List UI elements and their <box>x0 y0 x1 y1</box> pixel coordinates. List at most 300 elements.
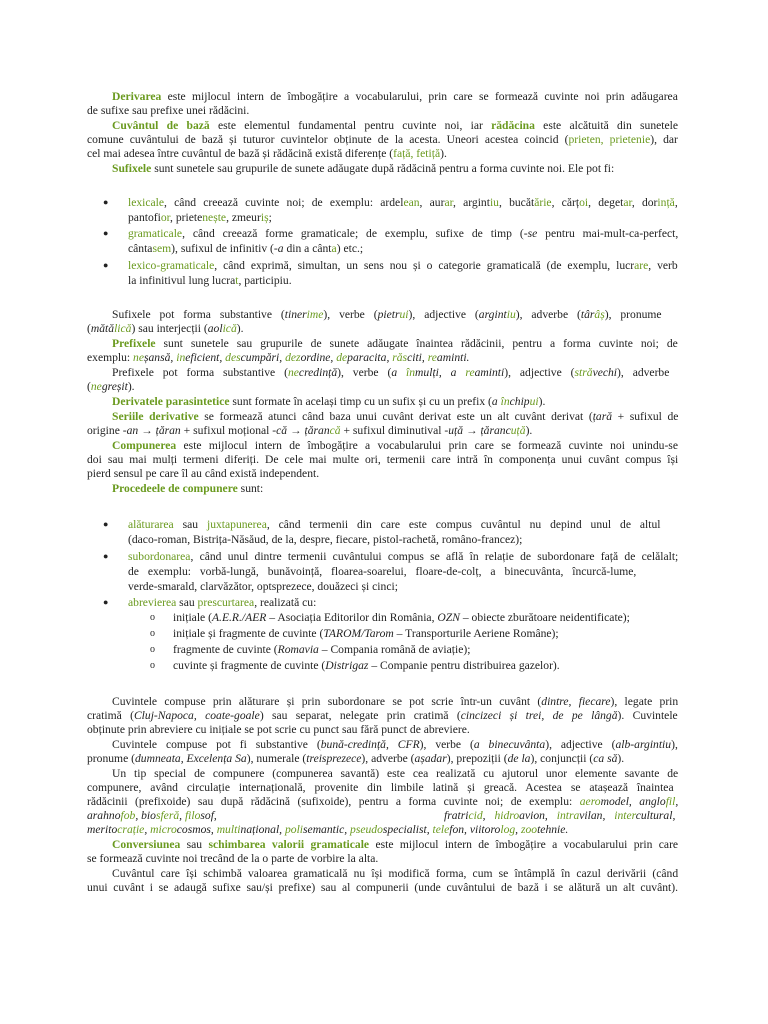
text-line <box>173 643 470 656</box>
text-line <box>128 242 363 255</box>
text-run: ), prepoziții ( <box>446 752 508 765</box>
text-run: ). <box>127 380 135 393</box>
text-line <box>87 795 678 808</box>
text-line <box>87 709 678 722</box>
text-run: cratimă ( <box>87 709 134 722</box>
text-run: , bio <box>135 809 156 822</box>
text-run: bună-credință, CFR <box>320 738 420 751</box>
highlighted-term: Prefixele <box>112 337 156 350</box>
text-run: + sufixul diminutival <box>340 424 445 437</box>
text-run: , priete <box>170 211 203 224</box>
text-run: cosmos, <box>176 823 217 836</box>
text-run: de la <box>507 752 531 765</box>
highlighted-term: âș <box>594 308 605 321</box>
text-run: ; <box>268 211 272 224</box>
text-line <box>112 439 678 452</box>
text-run: aminti <box>474 366 505 379</box>
text-run: tiner <box>284 308 307 321</box>
text-run: se formează atunci când baza unui cuvânt derivat este un alt cuvânt derivat ( <box>198 410 593 423</box>
text-run: a binecuvânta <box>473 738 546 751</box>
text-line <box>128 211 272 224</box>
highlighted-term: ean <box>403 196 420 209</box>
text-run: de exemplu: vorbă-lungă, bunăvoință, floarea-soarelui, floare-de-colț, a binecuvânta, încurcă-lume, <box>128 565 637 578</box>
text-run: compunere, având circulație internațională, provenite din limbile latină și greacă. Acestea se atașează înaintea <box>87 781 674 794</box>
text-run: paracita, <box>347 351 393 364</box>
text-run: inițiale ( <box>173 611 212 624</box>
text-run: + sufixul de <box>612 410 679 423</box>
text-line <box>112 308 662 321</box>
text-run: fratri <box>444 809 469 822</box>
text-run: fragmente de cuvinte ( <box>173 643 278 656</box>
text-run: dumneata, Excelența Sa <box>134 752 247 765</box>
text-run: , <box>675 795 679 808</box>
highlighted-term: în <box>500 395 510 408</box>
highlighted-term: ne <box>90 380 102 393</box>
text-run: , participiu. <box>238 274 292 287</box>
text-run: Distrigaz <box>325 659 369 672</box>
text-run: țăran <box>155 424 181 437</box>
text-run: Prefixele pot forma substantive ( <box>112 366 288 379</box>
highlighted-term: intra <box>556 809 580 822</box>
bullet-circle-icon: o <box>150 612 155 623</box>
highlighted-term: de <box>336 351 348 364</box>
text-run: ). <box>525 424 533 437</box>
bullet-dot-icon: ● <box>103 519 109 529</box>
highlighted-term: Sufixele <box>112 162 152 175</box>
highlighted-term: inter <box>614 809 636 822</box>
highlighted-term: lexicale <box>128 196 165 209</box>
text-run: cumpări, <box>240 351 286 364</box>
bullet-circle-icon: o <box>150 628 155 639</box>
text-run: , argint <box>453 196 490 209</box>
text-run: ), numerale ( <box>246 752 307 765</box>
text-line <box>87 322 244 335</box>
text-run: rădăcinii (prefixoide) sau după rădăcină (sufixoide), pentru a forma cuvinte noi; de exemplu: <box>87 795 580 808</box>
text-run: unui cuvânt i se adaugă sufixe sau/și prefixe) sau al compunerii (unde cuvântului de bază i se alătură un alt cuvânt). <box>87 881 679 894</box>
highlighted-term: alăturarea <box>128 518 174 531</box>
text-run: pietr <box>377 308 400 321</box>
bullet-dot-icon: ● <box>103 228 109 238</box>
text-run: obținute prin abreviere cu inițiale se pot scrie cu punct sau fără punct de abreviere. <box>87 723 470 736</box>
highlighted-term: ărie <box>534 196 552 209</box>
text-run: , dor <box>631 196 658 209</box>
text-run: , când termenii din care este compus cuvântul nu depind unul de altul <box>266 518 661 531</box>
text-line <box>87 781 674 794</box>
text-run: sunt sunetele sau grupurile de sunete adăugate înaintea rădăcinii, pentru a forma cuvinte noi; de <box>155 337 678 350</box>
text-run: ordine, <box>300 351 337 364</box>
text-run: ), adjective ( <box>408 308 479 321</box>
text-line <box>87 104 249 117</box>
text-line <box>128 596 316 609</box>
text-run: – Asociația Editorilor din România, <box>266 611 438 624</box>
bullet-circle-icon: o <box>150 644 155 655</box>
text-run: șansă, <box>144 351 177 364</box>
highlighted-term: ne <box>133 351 144 364</box>
text-run: ( <box>87 380 91 393</box>
highlighted-term: sferă <box>155 809 180 822</box>
text-line <box>87 133 678 146</box>
text-run: Cluj-Napoca, coate-goale <box>133 709 260 722</box>
text-run: ), pronume <box>604 308 662 321</box>
highlighted-term: re <box>465 366 475 379</box>
text-run: sunt: <box>237 482 264 495</box>
highlighted-term: ică <box>222 322 237 335</box>
highlighted-term: uță <box>510 424 526 437</box>
highlighted-term: pseudo <box>350 823 383 836</box>
text-line <box>87 380 135 393</box>
text-run: , deget <box>588 196 624 209</box>
text-run: OZN <box>437 611 460 624</box>
highlighted-term: iș <box>260 211 269 224</box>
text-line <box>112 337 678 350</box>
text-run: merito <box>87 823 118 836</box>
text-run: – Transporturile Aeriene Române); <box>393 627 559 640</box>
text-run: verde-smarald, clarvăzător, optsprezece, douăzeci și cinci; <box>128 580 398 593</box>
text-run: chip <box>509 395 530 408</box>
text-run: ( <box>87 322 91 335</box>
text-run: , zmeur <box>226 211 261 224</box>
text-run: mulți, a <box>415 366 466 379</box>
text-run: ) sau interjecții ( <box>131 322 208 335</box>
text-run: + sufixul moțional <box>180 424 273 437</box>
highlighted-term: ar <box>444 196 453 209</box>
text-run: ) sau separat, nelegate prin cratimă ( <box>259 709 461 722</box>
text-run: vechi <box>592 366 618 379</box>
text-run: → <box>138 424 156 437</box>
text-run: din a cânt <box>283 242 332 255</box>
text-run: semantic, <box>303 823 351 836</box>
highlighted-term: fob <box>120 809 136 822</box>
text-run: ), adverbe <box>617 366 670 379</box>
text-run: sunt sunetele sau grupurile de sunete adăugate după rădăcină pentru a forma cuvinte noi. Ele pot fi: <box>151 162 615 175</box>
text-line <box>87 424 532 437</box>
text-run: – Companie pentru distribuirea gazelor). <box>368 659 560 672</box>
text-run: cânta <box>128 242 153 255</box>
highlighted-term: poli <box>284 823 304 836</box>
text-run: Sufixele pot forma substantive ( <box>112 308 285 321</box>
highlighted-term: log <box>500 823 516 836</box>
text-run: ). <box>617 752 625 765</box>
highlighted-term: Compunerea <box>112 439 177 452</box>
highlighted-term: Seriile derivative <box>112 410 199 423</box>
text-run: ). <box>236 322 244 335</box>
text-run: se formează cuvinte noi trecând de la o parte de vorbire la alta. <box>87 852 379 865</box>
text-run: eficient, <box>185 351 226 364</box>
text-run: a <box>491 395 501 408</box>
text-run: , <box>515 823 521 836</box>
text-run: ). <box>538 395 546 408</box>
text-run: argint <box>478 308 507 321</box>
text-run: dintre, fiecare <box>541 695 611 708</box>
highlighted-term: juxtapunerea <box>206 518 267 531</box>
highlighted-term: in <box>176 351 186 364</box>
text-run: , aur <box>419 196 445 209</box>
text-run: , realizată cu: <box>254 596 317 609</box>
text-run: -a <box>273 242 284 255</box>
text-run: ), verbe ( <box>419 738 474 751</box>
text-line <box>444 809 675 822</box>
text-line <box>112 695 678 708</box>
highlighted-term: hidro <box>494 809 520 822</box>
text-run: , când unul dintre termenii cuvântului compus se află în relație de subordonare față de celălalt; <box>190 550 679 563</box>
text-run: este mijlocul intern de îmbogățire a vocabularului prin care se formează cuvinte noi unindu-se <box>176 439 678 452</box>
highlighted-term: fil <box>665 795 676 808</box>
highlighted-term: aero <box>579 795 601 808</box>
text-run: – obiecte zburătoare neidentificate); <box>459 611 630 624</box>
text-run: cuvinte și fragmente de cuvinte ( <box>173 659 326 672</box>
text-run: ) etc.; <box>336 242 364 255</box>
text-run: târ <box>580 308 595 321</box>
highlighted-term: Derivatele parasintetice <box>112 395 230 408</box>
highlighted-term: gramaticale <box>128 227 183 240</box>
highlighted-term: abrevierea <box>128 596 177 609</box>
highlighted-term: are <box>634 259 649 272</box>
highlighted-term: ne <box>287 366 299 379</box>
text-run: , cărț <box>551 196 580 209</box>
text-run: țăran <box>304 424 330 437</box>
text-run: cel mai adesea între cuvântul de bază și rădăcină există diferențe ( <box>87 147 394 160</box>
highlighted-term: iu <box>506 308 516 321</box>
text-line <box>87 852 378 865</box>
text-line <box>87 809 217 822</box>
text-line <box>112 90 678 103</box>
text-line <box>87 881 678 894</box>
text-line <box>112 162 614 175</box>
text-line <box>128 196 678 209</box>
text-run: -an <box>122 424 139 437</box>
text-run: ), adjective ( <box>504 366 575 379</box>
text-line <box>112 366 669 379</box>
text-run: sau <box>180 838 209 851</box>
highlighted-term: schimbarea valorii gramaticale <box>208 838 370 851</box>
highlighted-term: multi <box>216 823 241 836</box>
highlighted-term: t <box>235 274 239 287</box>
text-run: Un tip special de compunere (compunerea savantă) este cea realizată cu ajutorul unor elemente savante de <box>112 767 679 780</box>
text-run: origine <box>87 424 123 437</box>
highlighted-term: răs <box>392 351 408 364</box>
highlighted-term: Conversiunea <box>112 838 181 851</box>
text-run: , <box>674 196 678 209</box>
text-line <box>173 611 630 624</box>
text-run: mătă <box>90 322 115 335</box>
text-run: inițiale și fragmente de cuvinte ( <box>173 627 324 640</box>
highlighted-term: față, fetiță <box>393 147 441 160</box>
text-run: la infinitivul lung lucra <box>128 274 236 287</box>
text-run: sau <box>176 596 198 609</box>
text-run: , când exprimă, simultan, un sens nou și o categorie gramaticală (de exemplu, lucr <box>214 259 635 272</box>
highlighted-term: sem <box>152 242 172 255</box>
text-run: avion, <box>519 809 557 822</box>
text-run: sunt formate în același timp cu un sufix și cu un prefix ( <box>229 395 492 408</box>
text-line <box>112 838 678 851</box>
bullet-dot-icon: ● <box>103 597 109 607</box>
text-line <box>128 580 398 593</box>
text-run: doi sau mai mulți termeni diferiți. De cele mai multe ori, termenii care intră în componența unui cuvânt compus își <box>87 453 679 466</box>
text-run: fon, viitoro <box>449 823 501 836</box>
text-line <box>87 453 678 466</box>
text-run: Cuvintele compuse prin alăturare și prin subordonare se pot scrie într-un cuvânt ( <box>112 695 542 708</box>
highlighted-term: ui <box>399 308 409 321</box>
bullet-dot-icon: ● <box>103 260 109 270</box>
text-run: A.E.R./AER <box>211 611 267 624</box>
text-run: țară <box>592 410 613 423</box>
highlighted-term: lexico-gramaticale <box>128 259 215 272</box>
text-run: TAROM/Tarom <box>323 627 394 640</box>
text-run: ), <box>671 738 678 751</box>
text-line <box>112 410 678 423</box>
highlighted-term: prescurtarea <box>197 596 255 609</box>
text-run: ), dar <box>650 133 678 146</box>
text-run: -se <box>523 227 538 240</box>
text-line <box>128 274 292 287</box>
text-run: (daco-roman, Bistrița-Năsăud, de la, despre, fiecare, pistol-rachetă, româno-francez); <box>128 533 523 546</box>
highlighted-term: dez <box>285 351 301 364</box>
text-run: , când creează forme gramaticale; de exemplu, sufixe de timp ( <box>182 227 524 240</box>
text-line <box>112 767 678 780</box>
bullet-dot-icon: ● <box>103 197 109 207</box>
text-run: , verb <box>648 259 678 272</box>
highlighted-term: zoo <box>520 823 538 836</box>
text-line <box>112 867 678 880</box>
text-run: pierd sensul pe care îl au când există independent. <box>87 467 320 480</box>
text-line <box>128 550 678 563</box>
text-run: , <box>482 809 495 822</box>
text-run: sof, <box>200 809 217 822</box>
highlighted-term: subordonarea <box>128 550 191 563</box>
highlighted-term: iu <box>489 196 499 209</box>
text-run: a <box>391 366 407 379</box>
text-run: ), verbe ( <box>323 308 378 321</box>
text-run: ), legate prin <box>610 695 679 708</box>
text-line <box>128 565 636 578</box>
text-run: național, <box>240 823 285 836</box>
text-run: aminti. <box>436 351 470 364</box>
text-run: ), verbe ( <box>337 366 392 379</box>
text-run: , bucăt <box>498 196 535 209</box>
text-run: tehnie. <box>537 823 569 836</box>
text-run: ). Cuvintele <box>617 709 678 722</box>
highlighted-term: ință <box>657 196 675 209</box>
text-run: de sufixe sau prefixe unei rădăcini. <box>87 104 250 117</box>
text-line <box>87 723 470 736</box>
text-line <box>128 259 678 272</box>
text-run: treisprezece <box>306 752 362 765</box>
text-run: așadar <box>414 752 447 765</box>
text-line <box>87 351 469 364</box>
text-run: greșit <box>101 380 128 393</box>
text-run: sau <box>173 518 207 531</box>
highlighted-term: lică <box>114 322 132 335</box>
text-run: ), conjuncții ( <box>530 752 594 765</box>
text-run: model, anglo <box>600 795 666 808</box>
text-run: ). <box>440 147 447 160</box>
highlighted-term: nește <box>202 211 227 224</box>
text-run: cincizeci și trei, de pe lângă <box>460 709 618 722</box>
text-run: cultural, <box>635 809 676 822</box>
highlighted-term: filo <box>184 809 201 822</box>
text-run: – Compania română de aviație); <box>318 643 471 656</box>
highlighted-term: a <box>331 242 337 255</box>
text-line <box>87 823 568 836</box>
text-run: pentru mai-mult-ca-perfect, <box>537 227 679 240</box>
text-line <box>87 752 624 765</box>
text-run: arahno <box>87 809 121 822</box>
text-run: exemplu: <box>87 351 134 364</box>
text-line <box>173 627 559 640</box>
text-line <box>112 482 263 495</box>
text-run: este alcătuită din sunetele <box>534 119 679 132</box>
text-run: ), sufixul de infinitiv ( <box>171 242 274 255</box>
highlighted-term: rădăcina <box>491 119 535 132</box>
text-run: credință <box>298 366 338 379</box>
text-run: vilan, <box>579 809 615 822</box>
text-run: , <box>144 823 151 836</box>
text-line <box>112 395 545 408</box>
text-run: Cuvântul care își schimbă valoarea gramaticală nu își modifică forma, cum se întâmplă în cazul derivării (când <box>112 867 679 880</box>
text-line <box>128 518 660 531</box>
text-line <box>112 119 678 132</box>
text-run: citi, <box>407 351 428 364</box>
highlighted-term: prieten, prietenie <box>568 133 651 146</box>
text-run: este mijlocul intern de îmbogățire a vocabularului prin care <box>369 838 679 851</box>
text-run: ), adverbe ( <box>361 752 415 765</box>
highlighted-term: cid <box>468 809 483 822</box>
highlighted-term: ime <box>306 308 324 321</box>
bullet-dot-icon: ● <box>103 551 109 561</box>
text-run: → <box>287 424 305 437</box>
text-run: pronume ( <box>87 752 135 765</box>
text-run: țăranc <box>480 424 511 437</box>
text-line <box>128 227 678 240</box>
text-run: → <box>463 424 481 437</box>
text-run: -uță <box>444 424 464 437</box>
highlighted-term: des <box>225 351 241 364</box>
text-run: specialist, <box>382 823 433 836</box>
text-run: este elementul fundamental pentru cuvinte noi, iar <box>209 119 492 132</box>
text-line <box>87 467 319 480</box>
highlighted-term: oi <box>579 196 589 209</box>
highlighted-term: Procedeele de compunere <box>112 482 238 495</box>
text-run: ), adverbe ( <box>515 308 581 321</box>
highlighted-term: că <box>329 424 341 437</box>
text-run: ca să <box>593 752 618 765</box>
text-run: este mijlocul intern de îmbogățire a vocabularului, prin care se formează cuvinte noi prin adăugarea <box>161 90 678 103</box>
text-run: Romavia <box>277 643 319 656</box>
bullet-circle-icon: o <box>150 660 155 671</box>
text-run: , când creează cuvinte noi; de exemplu: ardel <box>164 196 404 209</box>
text-line <box>128 533 522 546</box>
highlighted-term: re <box>427 351 437 364</box>
text-run: Cuvintele compuse pot fi substantive ( <box>112 738 321 751</box>
highlighted-term: tele <box>432 823 450 836</box>
highlighted-term: ui <box>529 395 539 408</box>
text-line <box>112 738 678 751</box>
text-run: comune cuvântului de bază și tuturor cuvintelor obținute de la acesta. Uneori acestea coincid ( <box>87 133 569 146</box>
text-run: alb-argintiu <box>615 738 672 751</box>
highlighted-term: ar <box>623 196 632 209</box>
text-run: pantofi <box>128 211 161 224</box>
text-run: , <box>179 809 185 822</box>
highlighted-term: or <box>160 211 171 224</box>
highlighted-term: Cuvântul de bază <box>112 119 210 132</box>
text-run: ), adjective ( <box>545 738 616 751</box>
highlighted-term: micro <box>150 823 177 836</box>
text-run: -că <box>272 424 288 437</box>
text-line <box>87 147 447 160</box>
highlighted-term: Derivarea <box>112 90 162 103</box>
highlighted-term: crație <box>117 823 145 836</box>
text-run: aol <box>207 322 223 335</box>
